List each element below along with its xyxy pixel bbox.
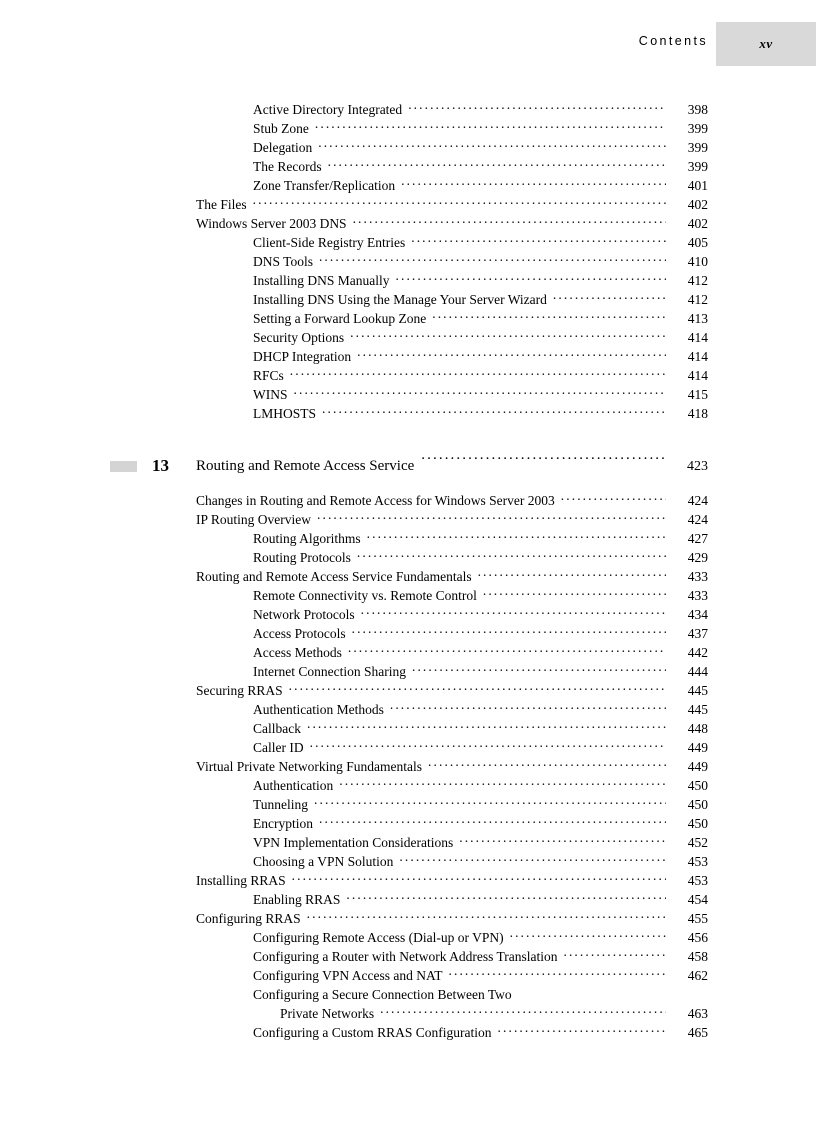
toc-entry-inner xyxy=(253,928,708,947)
leader-dots xyxy=(318,139,666,152)
leader-dots xyxy=(432,310,666,323)
toc-entry-page-number: 445 xyxy=(687,702,708,717)
toc-entry-page-number: 398 xyxy=(687,102,708,117)
toc-entry[interactable] xyxy=(0,605,816,624)
toc-entry-label: Configuring a Router with Network Address Translation xyxy=(253,949,558,964)
toc-entry-inner xyxy=(253,1023,708,1042)
toc-entry[interactable] xyxy=(0,795,816,814)
toc-entry-page-number: 429 xyxy=(687,550,708,565)
toc-entry-label: IP Routing Overview xyxy=(196,512,311,527)
leader-dots xyxy=(307,910,666,923)
leader-dots xyxy=(412,663,666,676)
toc-entry-inner xyxy=(253,252,708,271)
toc-entry-label: Callback xyxy=(253,721,301,736)
toc-entry-page-number: 453 xyxy=(687,854,708,869)
toc-entry-list-dns xyxy=(0,100,816,423)
leader-dots xyxy=(357,549,666,562)
toc-entry[interactable] xyxy=(0,985,816,1004)
chapter-entry[interactable] xyxy=(196,451,708,482)
leader-dots xyxy=(390,701,666,714)
toc-entry[interactable] xyxy=(0,548,816,567)
toc-entry-inner xyxy=(253,157,708,176)
leader-dots xyxy=(328,158,666,171)
toc-entry[interactable] xyxy=(0,757,816,776)
toc-entry-inner xyxy=(253,776,708,795)
toc-entry-page-number: 414 xyxy=(687,330,708,345)
toc-entry-label: Configuring VPN Access and NAT xyxy=(253,968,443,983)
toc-entry-label: Securing RRAS xyxy=(196,683,283,698)
toc-entry-label: DHCP Integration xyxy=(253,349,352,364)
toc-entry-label: Configuring RRAS xyxy=(196,911,301,926)
toc-entry-inner xyxy=(253,271,708,290)
toc-entry-inner xyxy=(253,795,708,814)
toc-entry-inner xyxy=(196,510,708,529)
toc-entry-label: Active Directory Integrated xyxy=(253,102,403,117)
toc-entry-label: Changes in Routing and Remote Access for Windows Server 2003 xyxy=(196,493,555,508)
chapter-heading-row[interactable] xyxy=(0,451,816,481)
section-spacer xyxy=(0,423,816,451)
leader-dots xyxy=(510,929,666,942)
toc-entry-label: Zone Transfer/Replication xyxy=(253,178,396,193)
toc-entry-inner xyxy=(253,643,708,662)
toc-entry-page-number: 402 xyxy=(687,197,708,212)
toc-entry[interactable] xyxy=(0,1023,816,1042)
toc-entry-page-number: 433 xyxy=(687,569,708,584)
toc-entry-inner xyxy=(253,814,708,833)
toc-entry-inner xyxy=(253,100,708,119)
toc-entry-inner xyxy=(253,985,708,1004)
toc-entry[interactable] xyxy=(0,814,816,833)
toc-entry[interactable] xyxy=(0,309,816,328)
toc-entry-page-number: 414 xyxy=(687,349,708,364)
leader-dots xyxy=(483,587,666,600)
toc-entry[interactable] xyxy=(0,529,816,548)
toc-entry-inner xyxy=(253,290,708,309)
leader-dots xyxy=(357,348,666,361)
toc-entry-page-number: 399 xyxy=(687,159,708,174)
leader-dots xyxy=(322,405,666,418)
toc-entry-inner xyxy=(196,681,708,700)
page-header xyxy=(0,22,816,66)
toc-entry[interactable] xyxy=(0,776,816,795)
toc-entry[interactable] xyxy=(0,404,816,423)
toc-entry-inner xyxy=(253,833,708,852)
toc-entry[interactable] xyxy=(0,833,816,852)
toc-entry[interactable] xyxy=(0,586,816,605)
toc-entry-page-number: 442 xyxy=(687,645,708,660)
toc-entry[interactable] xyxy=(0,100,816,119)
leader-dots xyxy=(289,682,666,695)
toc-entry-page-number: 434 xyxy=(687,607,708,622)
toc-entry-page-number: 413 xyxy=(687,311,708,326)
toc-entry[interactable] xyxy=(0,252,816,271)
chapter-marker-swatch xyxy=(110,461,137,472)
toc-entry-page-number: 456 xyxy=(687,930,708,945)
toc-entry-page-number: 405 xyxy=(687,235,708,250)
toc-entry-inner xyxy=(253,328,708,347)
toc-entry[interactable] xyxy=(0,1004,816,1023)
toc-entry-label: Access Protocols xyxy=(253,626,346,641)
chapter-title: Routing and Remote Access Service xyxy=(196,458,415,474)
leader-dots xyxy=(361,606,666,619)
toc-entry-inner xyxy=(253,738,708,757)
leader-dots xyxy=(294,386,667,399)
leader-dots xyxy=(315,120,666,133)
leader-dots xyxy=(399,853,666,866)
toc-entry-page-number: 450 xyxy=(687,778,708,793)
toc-entry-label: Configuring a Custom RRAS Configuration xyxy=(253,1025,492,1040)
toc-entry-label: VPN Implementation Considerations xyxy=(253,835,454,850)
toc-entry[interactable] xyxy=(0,491,816,510)
toc-entry-inner xyxy=(253,176,708,195)
leader-dots xyxy=(421,457,666,470)
leader-dots xyxy=(408,101,666,114)
toc-entry-page-number: 449 xyxy=(687,759,708,774)
toc-entry-inner xyxy=(280,1004,708,1023)
leader-dots xyxy=(350,329,666,342)
leader-dots xyxy=(290,367,666,380)
toc-entry[interactable] xyxy=(0,214,816,233)
toc-entry[interactable] xyxy=(0,624,816,643)
toc-entry[interactable] xyxy=(0,947,816,966)
toc-entry-label: Network Protocols xyxy=(253,607,355,622)
toc-entry-label: Installing DNS Using the Manage Your Server Wizard xyxy=(253,292,547,307)
header-title: Contents xyxy=(638,34,708,48)
toc-entry-page-number: 455 xyxy=(687,911,708,926)
toc-entry-page-number: 452 xyxy=(687,835,708,850)
toc-entry-inner xyxy=(253,366,708,385)
leader-dots xyxy=(396,272,667,285)
toc-entry-label: DNS Tools xyxy=(253,254,313,269)
toc-entry-label: Client-Side Registry Entries xyxy=(253,235,406,250)
toc-entry-label: Security Options xyxy=(253,330,345,345)
leader-dots xyxy=(401,177,666,190)
table-of-contents xyxy=(0,100,816,1042)
toc-entry[interactable] xyxy=(0,290,816,309)
toc-entry[interactable] xyxy=(0,662,816,681)
toc-entry-page-number: 450 xyxy=(687,797,708,812)
toc-entry-inner xyxy=(253,605,708,624)
toc-entry[interactable] xyxy=(0,909,816,928)
toc-entry-page-number: 399 xyxy=(687,121,708,136)
toc-entry-page-number: 445 xyxy=(687,683,708,698)
toc-entry-inner xyxy=(196,195,708,214)
leader-dots xyxy=(498,1024,666,1037)
leader-dots xyxy=(380,1005,666,1018)
toc-entry-inner xyxy=(253,529,708,548)
toc-entry-label: Configuring Remote Access (Dial-up or VPN) xyxy=(253,930,504,945)
leader-dots xyxy=(253,196,666,209)
toc-entry-inner xyxy=(196,909,708,928)
toc-entry-inner xyxy=(253,404,708,423)
leader-dots xyxy=(310,739,666,752)
toc-entry-page-number: 450 xyxy=(687,816,708,831)
toc-entry-page-number: 462 xyxy=(687,968,708,983)
leader-dots xyxy=(348,644,666,657)
toc-entry-label: Authentication xyxy=(253,778,334,793)
toc-entry-page-number: 399 xyxy=(687,140,708,155)
toc-entry-page-number: 458 xyxy=(687,949,708,964)
toc-entry-label: Access Methods xyxy=(253,645,342,660)
toc-entry-inner xyxy=(253,548,708,567)
page-folio: xv xyxy=(759,36,773,51)
toc-entry-inner xyxy=(253,233,708,252)
leader-dots xyxy=(353,215,666,228)
toc-entry[interactable] xyxy=(0,510,816,529)
toc-entry[interactable] xyxy=(0,347,816,366)
toc-entry-page-number: 465 xyxy=(687,1025,708,1040)
toc-entry-inner xyxy=(253,947,708,966)
leader-dots xyxy=(319,253,666,266)
toc-entry[interactable] xyxy=(0,928,816,947)
toc-entry-inner xyxy=(196,757,708,776)
toc-entry[interactable] xyxy=(0,966,816,985)
toc-entry-label: LMHOSTS xyxy=(253,406,317,421)
toc-entry-inner xyxy=(253,309,708,328)
toc-entry[interactable] xyxy=(0,271,816,290)
leader-dots xyxy=(292,872,666,885)
leader-dots xyxy=(307,720,666,733)
chapter-spacer xyxy=(0,481,816,491)
leader-dots xyxy=(319,815,666,828)
toc-entry[interactable] xyxy=(0,681,816,700)
toc-entry-inner xyxy=(253,700,708,719)
toc-entry-label: RFCs xyxy=(253,368,284,383)
toc-entry-label: The Records xyxy=(253,159,322,174)
toc-entry-page-number: 412 xyxy=(687,273,708,288)
leader-dots xyxy=(518,986,666,999)
toc-entry-label: Encryption xyxy=(253,816,313,831)
toc-entry-page-number: 410 xyxy=(687,254,708,269)
toc-entry-label: Installing RRAS xyxy=(196,873,286,888)
leader-dots xyxy=(428,758,666,771)
toc-entry[interactable] xyxy=(0,138,816,157)
toc-entry-inner xyxy=(253,586,708,605)
toc-entry-inner xyxy=(253,347,708,366)
toc-entry[interactable] xyxy=(0,643,816,662)
toc-entry-label: Setting a Forward Lookup Zone xyxy=(253,311,427,326)
toc-entry-inner xyxy=(253,966,708,985)
toc-entry-inner xyxy=(253,719,708,738)
toc-entry-label: Windows Server 2003 DNS xyxy=(196,216,347,231)
toc-entry-page-number: 412 xyxy=(687,292,708,307)
toc-entry[interactable] xyxy=(0,157,816,176)
leader-dots xyxy=(563,948,666,961)
toc-entry-label: Authentication Methods xyxy=(253,702,384,717)
leader-dots xyxy=(314,796,666,809)
toc-entry-inner xyxy=(196,491,708,510)
toc-entry-page-number: 424 xyxy=(687,493,708,508)
toc-entry[interactable] xyxy=(0,385,816,404)
toc-entry[interactable] xyxy=(0,119,816,138)
toc-entry-label: Routing Algorithms xyxy=(253,531,361,546)
toc-entry[interactable] xyxy=(0,328,816,347)
toc-entry-page-number: 448 xyxy=(687,721,708,736)
toc-entry-inner xyxy=(196,214,708,233)
toc-entry-page-number: 424 xyxy=(687,512,708,527)
toc-entry-label: Tunneling xyxy=(253,797,309,812)
toc-entry-page-number: 463 xyxy=(687,1006,708,1021)
toc-entry-page-number: 444 xyxy=(687,664,708,679)
toc-entry-page-number: 427 xyxy=(687,531,708,546)
toc-entry-inner xyxy=(253,624,708,643)
leader-dots xyxy=(459,834,666,847)
leader-dots xyxy=(553,291,666,304)
toc-entry[interactable] xyxy=(0,233,816,252)
toc-entry[interactable] xyxy=(0,366,816,385)
toc-entry-page-number: 454 xyxy=(687,892,708,907)
leader-dots xyxy=(352,625,666,638)
toc-entry-label: Enabling RRAS xyxy=(253,892,341,907)
leader-dots xyxy=(449,967,667,980)
toc-entry-page-number: 415 xyxy=(687,387,708,402)
toc-entry-label: Routing Protocols xyxy=(253,550,351,565)
toc-entry-inner xyxy=(253,385,708,404)
toc-entry-label: The Files xyxy=(196,197,247,212)
leader-dots xyxy=(561,492,666,505)
toc-entry-inner xyxy=(253,890,708,909)
toc-entry-inner xyxy=(253,119,708,138)
toc-entry-label: Remote Connectivity vs. Remote Control xyxy=(253,588,477,603)
toc-entry[interactable] xyxy=(0,195,816,214)
toc-entry[interactable] xyxy=(0,852,816,871)
toc-entry[interactable] xyxy=(0,890,816,909)
toc-entry-label: WINS xyxy=(253,387,288,402)
toc-entry-page-number: 401 xyxy=(687,178,708,193)
leader-dots xyxy=(411,234,666,247)
leader-dots xyxy=(317,511,666,524)
chapter-number: 13 xyxy=(152,456,169,475)
toc-entry-label: Private Networks xyxy=(280,1006,375,1021)
toc-entry-label: Internet Connection Sharing xyxy=(253,664,406,679)
toc-entry[interactable] xyxy=(0,871,816,890)
toc-entry-label: Routing and Remote Access Service Fundamentals xyxy=(196,569,472,584)
toc-entry-page-number: 402 xyxy=(687,216,708,231)
toc-entry[interactable] xyxy=(0,567,816,586)
leader-dots xyxy=(367,530,666,543)
toc-entry[interactable] xyxy=(0,176,816,195)
toc-entry-inner xyxy=(196,871,708,890)
toc-entry-list-rras xyxy=(0,491,816,1042)
toc-entry-page-number: 433 xyxy=(687,588,708,603)
toc-entry-label: Delegation xyxy=(253,140,313,155)
toc-entry-page-number: 437 xyxy=(687,626,708,641)
toc-entry-label: Caller ID xyxy=(253,740,304,755)
chapter-page-number: 423 xyxy=(687,459,708,474)
toc-entry[interactable] xyxy=(0,700,816,719)
toc-entry-page-number: 453 xyxy=(687,873,708,888)
toc-entry-inner xyxy=(253,662,708,681)
toc-entry-inner xyxy=(196,567,708,586)
toc-entry-label: Choosing a VPN Solution xyxy=(253,854,394,869)
toc-entry-label: Stub Zone xyxy=(253,121,309,136)
toc-entry[interactable] xyxy=(0,738,816,757)
toc-entry[interactable] xyxy=(0,719,816,738)
toc-entry-label: Installing DNS Manually xyxy=(253,273,390,288)
toc-entry-label: Configuring a Secure Connection Between Two xyxy=(253,987,512,1002)
toc-entry-page-number: 414 xyxy=(687,368,708,383)
toc-entry-page-number: 449 xyxy=(687,740,708,755)
leader-dots xyxy=(339,777,666,790)
toc-entry-inner xyxy=(253,852,708,871)
leader-dots xyxy=(478,568,666,581)
toc-entry-label: Virtual Private Networking Fundamentals xyxy=(196,759,423,774)
toc-entry-page-number: 418 xyxy=(687,406,708,421)
toc-entry-inner xyxy=(253,138,708,157)
leader-dots xyxy=(346,891,666,904)
